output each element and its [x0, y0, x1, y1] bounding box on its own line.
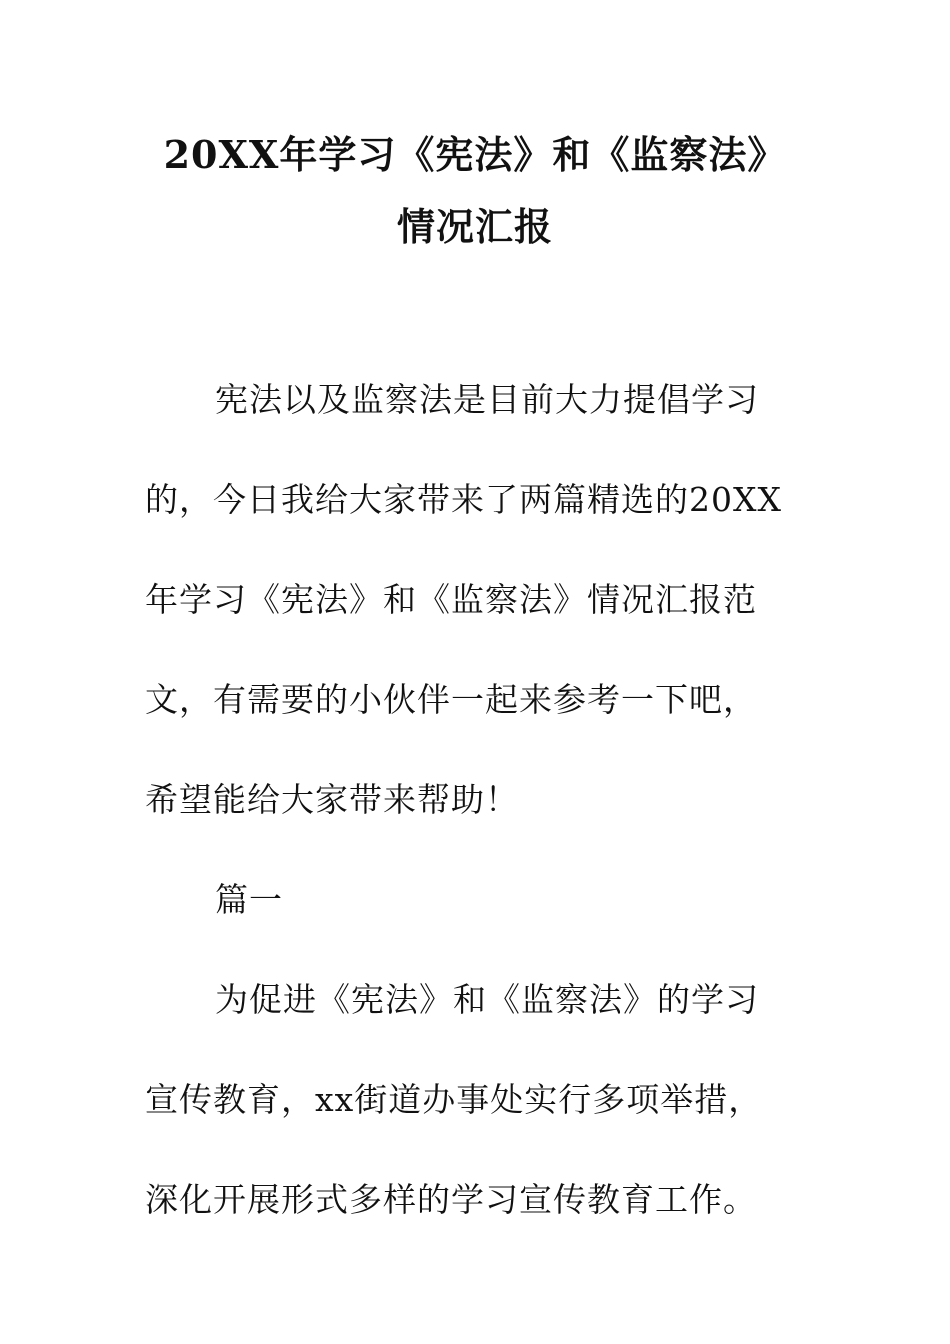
body-text-line: 文，有需要的小伙伴一起来参考一下吧，	[145, 680, 757, 719]
body-text-line: 为促进《宪法》和《监察法》的学习	[215, 980, 759, 1019]
body-text-line: 宪法以及监察法是目前大力提倡学习	[215, 380, 759, 419]
body-text-line: 宣传教育，xx街道办事处实行多项举措，	[145, 1080, 763, 1119]
body-text-line: 的，今日我给大家带来了两篇精选的20XX	[145, 480, 782, 519]
document-title-line-2: 情况汇报	[396, 204, 553, 249]
body-text-line: 希望能给大家带来帮助！	[145, 780, 519, 819]
body-text-line: 年学习《宪法》和《监察法》情况汇报范	[145, 580, 757, 619]
body-text-line: 深化开展形式多样的学习宣传教育工作。	[145, 1180, 757, 1219]
document-title-line-1: 20XX年学习《宪法》和《监察法》	[163, 132, 787, 177]
section-heading: 篇一	[215, 880, 283, 919]
